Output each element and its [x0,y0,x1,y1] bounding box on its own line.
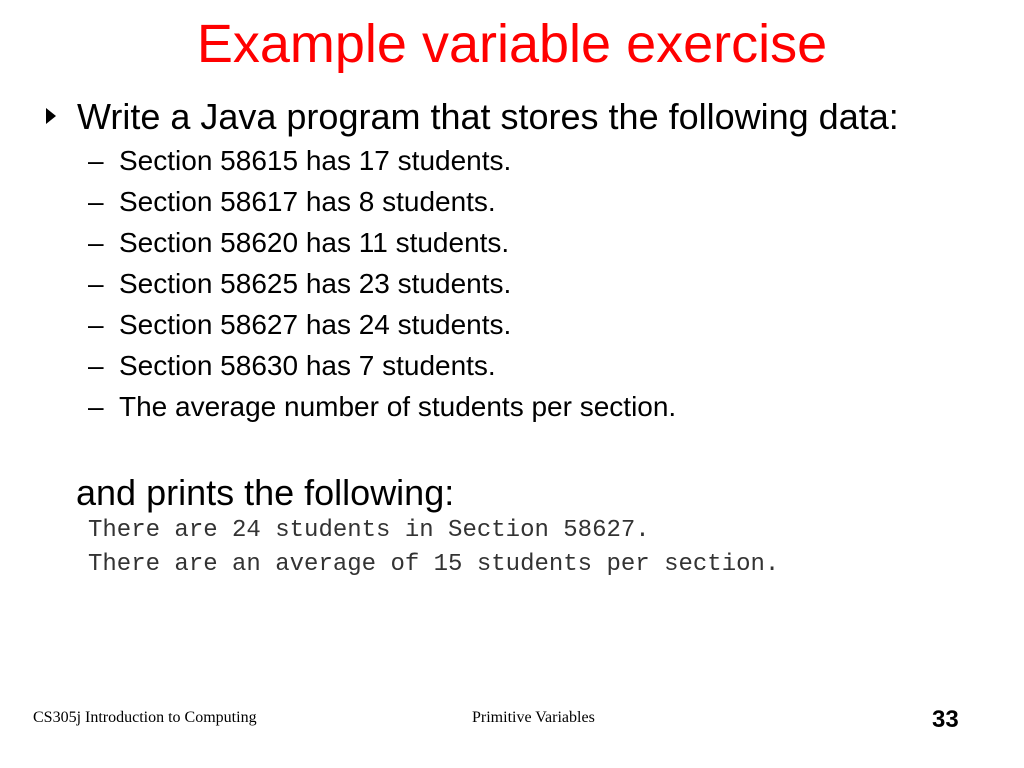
continuation-text: and prints the following: [76,472,455,513]
sub-bullet-text: Section 58627 has 24 students. [119,309,512,340]
code-line: There are an average of 15 students per section. [88,551,780,578]
sub-bullet-text: Section 58620 has 11 students. [119,227,510,258]
sub-bullet-text: Section 58625 has 23 students. [119,268,512,299]
code-line: There are 24 students in Section 58627. [88,517,650,544]
sub-bullet-text: Section 58617 has 8 students. [119,186,496,217]
dash-marker: – [88,309,104,340]
main-bullet-text: Write a Java program that stores the following data: [77,96,899,137]
dash-marker: – [88,145,104,176]
dash-marker: – [88,227,104,258]
slide-title: Example variable exercise [196,14,828,74]
sub-bullet-text: The average number of students per section. [119,391,677,422]
triangle-bullet-icon [46,108,56,124]
footer-course-title: CS305j Introduction to Computing [33,709,257,726]
dash-marker: – [88,186,104,217]
dash-marker: – [88,268,104,299]
page-number: 33 [932,706,959,733]
dash-marker: – [88,391,104,422]
footer-topic: Primitive Variables [472,709,595,726]
dash-marker: – [88,350,104,381]
sub-bullet-text: Section 58615 has 17 students. [119,145,512,176]
sub-bullet-text: Section 58630 has 7 students. [119,350,496,381]
code-output-block [88,514,779,582]
